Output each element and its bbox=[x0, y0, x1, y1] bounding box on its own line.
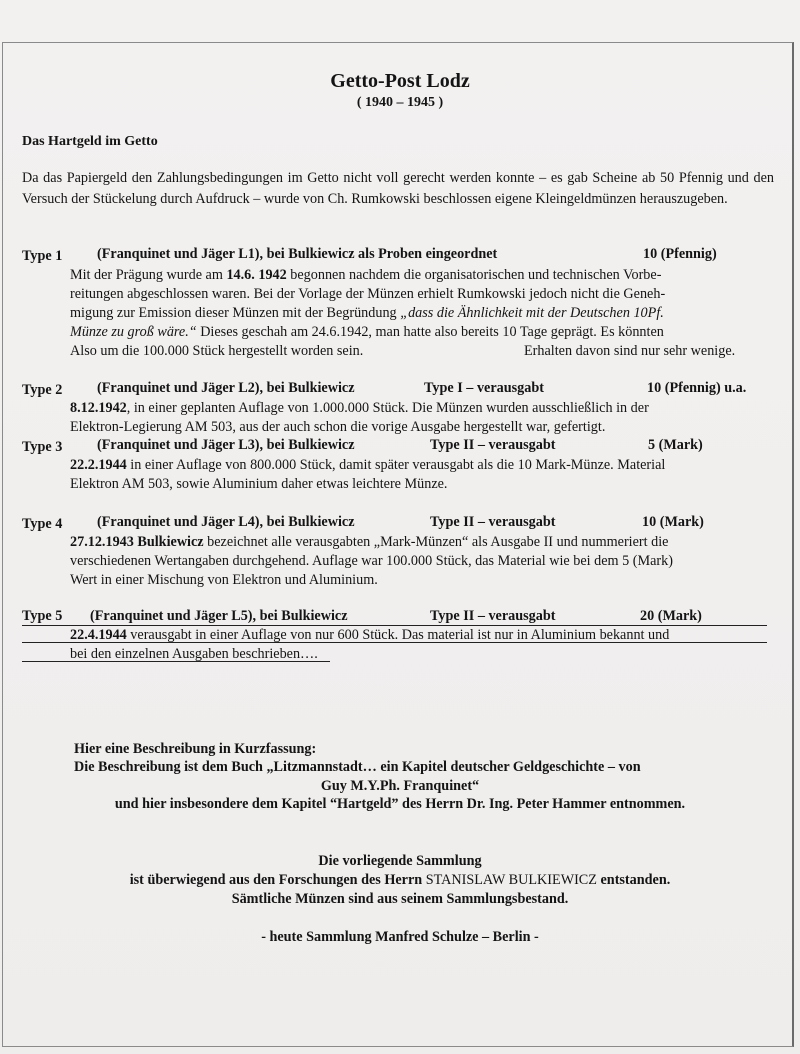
type2-line1: 8.12.1942, in einer geplanten Auflage von 1.000.000 Stück. Die Münzen wurden ausschließlich in der bbox=[70, 400, 649, 416]
type3-line2: Elektron AM 503, sowie Aluminium daher etwas leichtere Münze. bbox=[70, 476, 448, 492]
type1-line5: Also um die 100.000 Stück hergestellt worden sein. bbox=[70, 343, 364, 359]
type5-line2: bei den einzelnen Ausgaben beschrieben…. bbox=[70, 646, 318, 662]
type2-issue: Type I – verausgabt bbox=[424, 380, 544, 396]
collection-line2: ist überwiegend aus den Forschungen des Herrn STANISLAW BULKIEWICZ entstanden. bbox=[129, 872, 671, 888]
type5-line1: 22.4.1944 verausgabt in einer Auflage von nur 600 Stück. Das material ist nur in Aluminium bekannt und bbox=[70, 627, 670, 643]
type5-line1-underline bbox=[22, 642, 767, 643]
type3-issue: Type II – verausgabt bbox=[430, 437, 556, 453]
collection-signature: - heute Sammlung Manfred Schulze – Berlin - bbox=[261, 929, 539, 945]
type1-value: 10 (Pfennig) bbox=[643, 246, 717, 262]
type2-line2: Elektron-Legierung AM 503, aus der auch schon die vorige Ausgabe hergestellt war, gefertigt. bbox=[70, 419, 606, 435]
type1-line5-right: Erhalten davon sind nur sehr wenige. bbox=[524, 343, 736, 359]
type5-source: (Franquinet und Jäger L5), bei Bulkiewicz bbox=[90, 608, 348, 624]
type1-line4: Münze zu groß wäre.“ Dieses geschah am 24.6.1942, man hatte also bereits 10 Tage geprägt. Es könnten bbox=[70, 324, 664, 340]
type4-label: Type 4 bbox=[22, 516, 63, 532]
type3-label: Type 3 bbox=[22, 439, 63, 455]
type4-value: 10 (Mark) bbox=[642, 514, 704, 530]
page-subtitle: ( 1940 – 1945 ) bbox=[356, 95, 444, 110]
type5-line2-underline bbox=[22, 661, 330, 662]
type1-line1: Mit der Prägung wurde am 14.6. 1942 begonnen nachdem die organisatorischen und technischen Vorbe- bbox=[70, 267, 662, 283]
type3-value: 5 (Mark) bbox=[648, 437, 703, 453]
footer-intro: Hier eine Beschreibung in Kurzfassung: bbox=[74, 741, 317, 757]
type1-source: (Franquinet und Jäger L1), bei Bulkiewicz als Proben eingeordnet bbox=[97, 246, 498, 262]
footer-line2: Die Beschreibung ist dem Buch „Litzmannstadt… ein Kapitel deutscher Geldgeschichte – von bbox=[74, 759, 641, 775]
collection-line1: Die vorliegende Sammlung bbox=[318, 853, 482, 869]
type4-issue: Type II – verausgabt bbox=[430, 514, 556, 530]
type5-label: Type 5 bbox=[22, 608, 63, 624]
type2-source: (Franquinet und Jäger L2), bei Bulkiewicz bbox=[97, 380, 355, 396]
footer-line4: und hier insbesondere dem Kapitel “Hartgeld” des Herrn Dr. Ing. Peter Hammer entnommen. bbox=[114, 796, 686, 812]
type5-value: 20 (Mark) bbox=[640, 608, 702, 624]
type2-value: 10 (Pfennig) u.a. bbox=[647, 380, 747, 396]
type1-label: Type 1 bbox=[22, 248, 63, 264]
type4-line2: verschiedenen Wertangaben durchgehend. Auflage war 100.000 Stück, das Material wie bei dem 5 (Mark) bbox=[70, 553, 673, 569]
type5-issue: Type II – verausgabt bbox=[430, 608, 556, 624]
type3-source: (Franquinet und Jäger L3), bei Bulkiewicz bbox=[97, 437, 355, 453]
intro-paragraph: Da das Papiergeld den Zahlungsbedingungen im Getto nicht voll gerecht werden konnte – es gab Scheine ab 50 Pfennig und den Versuch der Stückelung durch Aufdruck – wurde von Ch. Rumkowski beschlossen eigene Kleingeldmünzen herauszugeben. bbox=[22, 170, 774, 207]
type2-label: Type 2 bbox=[22, 382, 63, 398]
collection-line3: Sämtliche Münzen sind aus seinem Sammlungsbestand. bbox=[231, 891, 569, 907]
type1-line2: reitungen abgeschlossen waren. Bei der Vorlage der Münzen erhielt Rumkowski jedoch nicht die Geneh- bbox=[70, 286, 666, 302]
type1-line3: migung zur Emission dieser Münzen mit der Begründung „dass die Ähnlichkeit mit der Deutschen 10Pf. bbox=[70, 305, 664, 321]
type4-line3: Wert in einer Mischung von Elektron und Aluminium. bbox=[70, 572, 378, 588]
type4-line1: 27.12.1943 Bulkiewicz bezeichnet alle verausgabten „Mark-Münzen“ als Ausgabe II und nummeriert die bbox=[70, 534, 669, 550]
type3-line1: 22.2.1944 in einer Auflage von 800.000 Stück, damit später verausgabt als die 10 Mark-Münze. Material bbox=[70, 457, 666, 473]
page-title: Getto-Post Lodz bbox=[330, 70, 470, 92]
type4-source: (Franquinet und Jäger L4), bei Bulkiewicz bbox=[97, 514, 355, 530]
section-heading: Das Hartgeld im Getto bbox=[22, 134, 158, 149]
footer-line3: Guy M.Y.Ph. Franquinet“ bbox=[320, 778, 480, 794]
